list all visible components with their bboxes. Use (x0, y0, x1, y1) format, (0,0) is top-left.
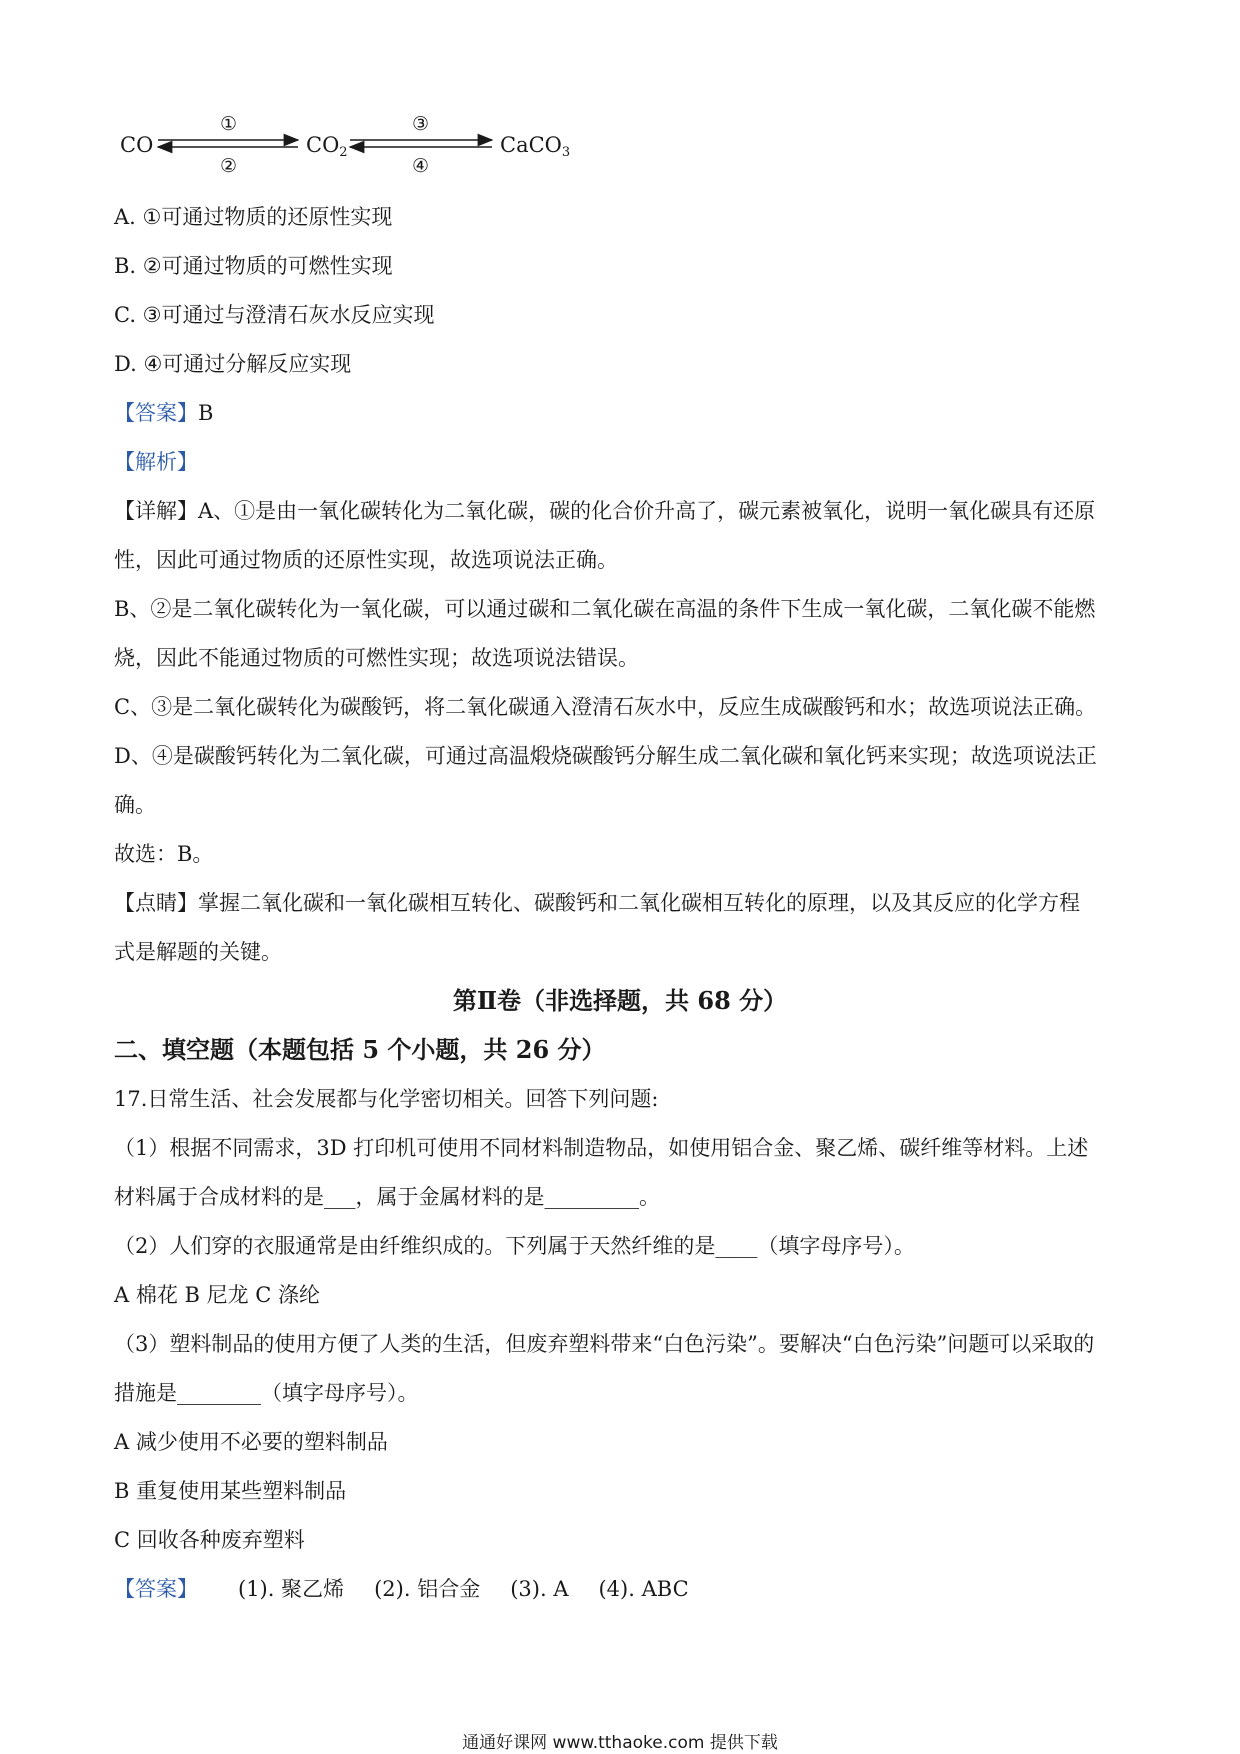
q17-part2: （2）人们穿的衣服通常是由纤维织成的。下列属于天然纤维的是____（填字母序号）。 (114, 1234, 915, 1258)
option-b: B. ②可通过物质的可燃性实现 (114, 254, 393, 278)
answer-tag: 【答案】 (114, 1577, 198, 1601)
section-title: 二、填空题（本题包括 5 个小题，共 26 分） (114, 1035, 606, 1064)
detail-line: D、④是碳酸钙转化为二氧化碳，可通过高温煅烧碳酸钙分解生成二氧化碳和氧化钙来实现；故选项说法正 (114, 744, 1097, 768)
answer-item: (3). A (510, 1577, 569, 1601)
answer-tag: 【答案】 (114, 401, 198, 425)
label-3: ③ (412, 113, 430, 135)
volume-title: 第Ⅱ卷（非选择题，共 68 分） (452, 986, 788, 1015)
q17-part1: （1）根据不同需求，3D 打印机可使用不同材料制造物品，如使用铝合金、聚乙烯、碳纤维等材料。上述 (114, 1136, 1089, 1160)
q17-part1-cont: 材料属于合成材料的是___，属于金属材料的是_________。 (114, 1185, 660, 1209)
q17-part3-cont: 措施是________（填字母序号）。 (114, 1381, 419, 1405)
species-co: CO (120, 133, 154, 157)
detail-line: 【详解】A、①是由一氧化碳转化为二氧化碳，碳的化合价升高了，碳元素被氧化，说明一氧化碳具有还原 (114, 499, 1096, 523)
species-co2: CO2 (306, 133, 348, 160)
answer-16 (114, 398, 1134, 428)
q17-part3: （3）塑料制品的使用方便了人类的生活，但废弃塑料带来“白色污染”。要解决“白色污染”问题可以采取的 (114, 1332, 1095, 1356)
option-c: C. ③可通过与澄清石灰水反应实现 (114, 303, 435, 327)
q17-part3-option: B 重复使用某些塑料制品 (114, 1479, 347, 1503)
answer-value: B (198, 401, 214, 425)
answer-item: (2). 铝合金 (374, 1577, 481, 1601)
option-a: A. ①可通过物质的还原性实现 (114, 205, 393, 229)
footer: 通通好课网 www.tthaoke.com 提供下载 (462, 1733, 778, 1753)
q17-part3-option: A 减少使用不必要的塑料制品 (114, 1430, 388, 1454)
q17-part3-option: C 回收各种废弃塑料 (114, 1528, 305, 1552)
option-d: D. ④可通过分解反应实现 (114, 352, 352, 376)
detail-line: 性，因此可通过物质的还原性实现，故选项说法正确。 (114, 548, 618, 572)
conversion-diagram-svg (118, 110, 578, 182)
detail-line: 式是解题的关键。 (114, 940, 282, 964)
detail-line: 烧，因此不能通过物质的可燃性实现；故选项说法错误。 (114, 646, 639, 670)
detail-line: 确。 (114, 793, 156, 817)
detail-line: 故选：B。 (114, 842, 214, 866)
answer-17 (114, 1574, 1134, 1604)
label-2: ② (220, 155, 238, 177)
q17-stem: 17.日常生活、社会发展都与化学密切相关。回答下列问题: (114, 1087, 659, 1111)
detail-line: B、②是二氧化碳转化为一氧化碳，可以通过碳和二氧化碳在高温的条件下生成一氧化碳，二氧化碳不能燃 (114, 597, 1096, 621)
detail-line: 【点睛】掌握二氧化碳和一氧化碳相互转化、碳酸钙和二氧化碳相互转化的原理，以及其反应的化学方程 (114, 891, 1080, 915)
conversion-diagram (118, 110, 578, 182)
analysis-tag: 【解析】 (114, 450, 198, 474)
label-1: ① (220, 113, 238, 135)
q17-part2-options: A 棉花 B 尼龙 C 涤纶 (114, 1283, 321, 1307)
species-caco3: CaCO3 (500, 133, 571, 160)
answer-item: (1). 聚乙烯 (238, 1577, 345, 1601)
detail-line: C、③是二氧化碳转化为碳酸钙，将二氧化碳通入澄清石灰水中，反应生成碳酸钙和水；故选项说法正确。 (114, 695, 1097, 719)
label-4: ④ (412, 155, 430, 177)
answer-item: (4). ABC (598, 1577, 689, 1601)
